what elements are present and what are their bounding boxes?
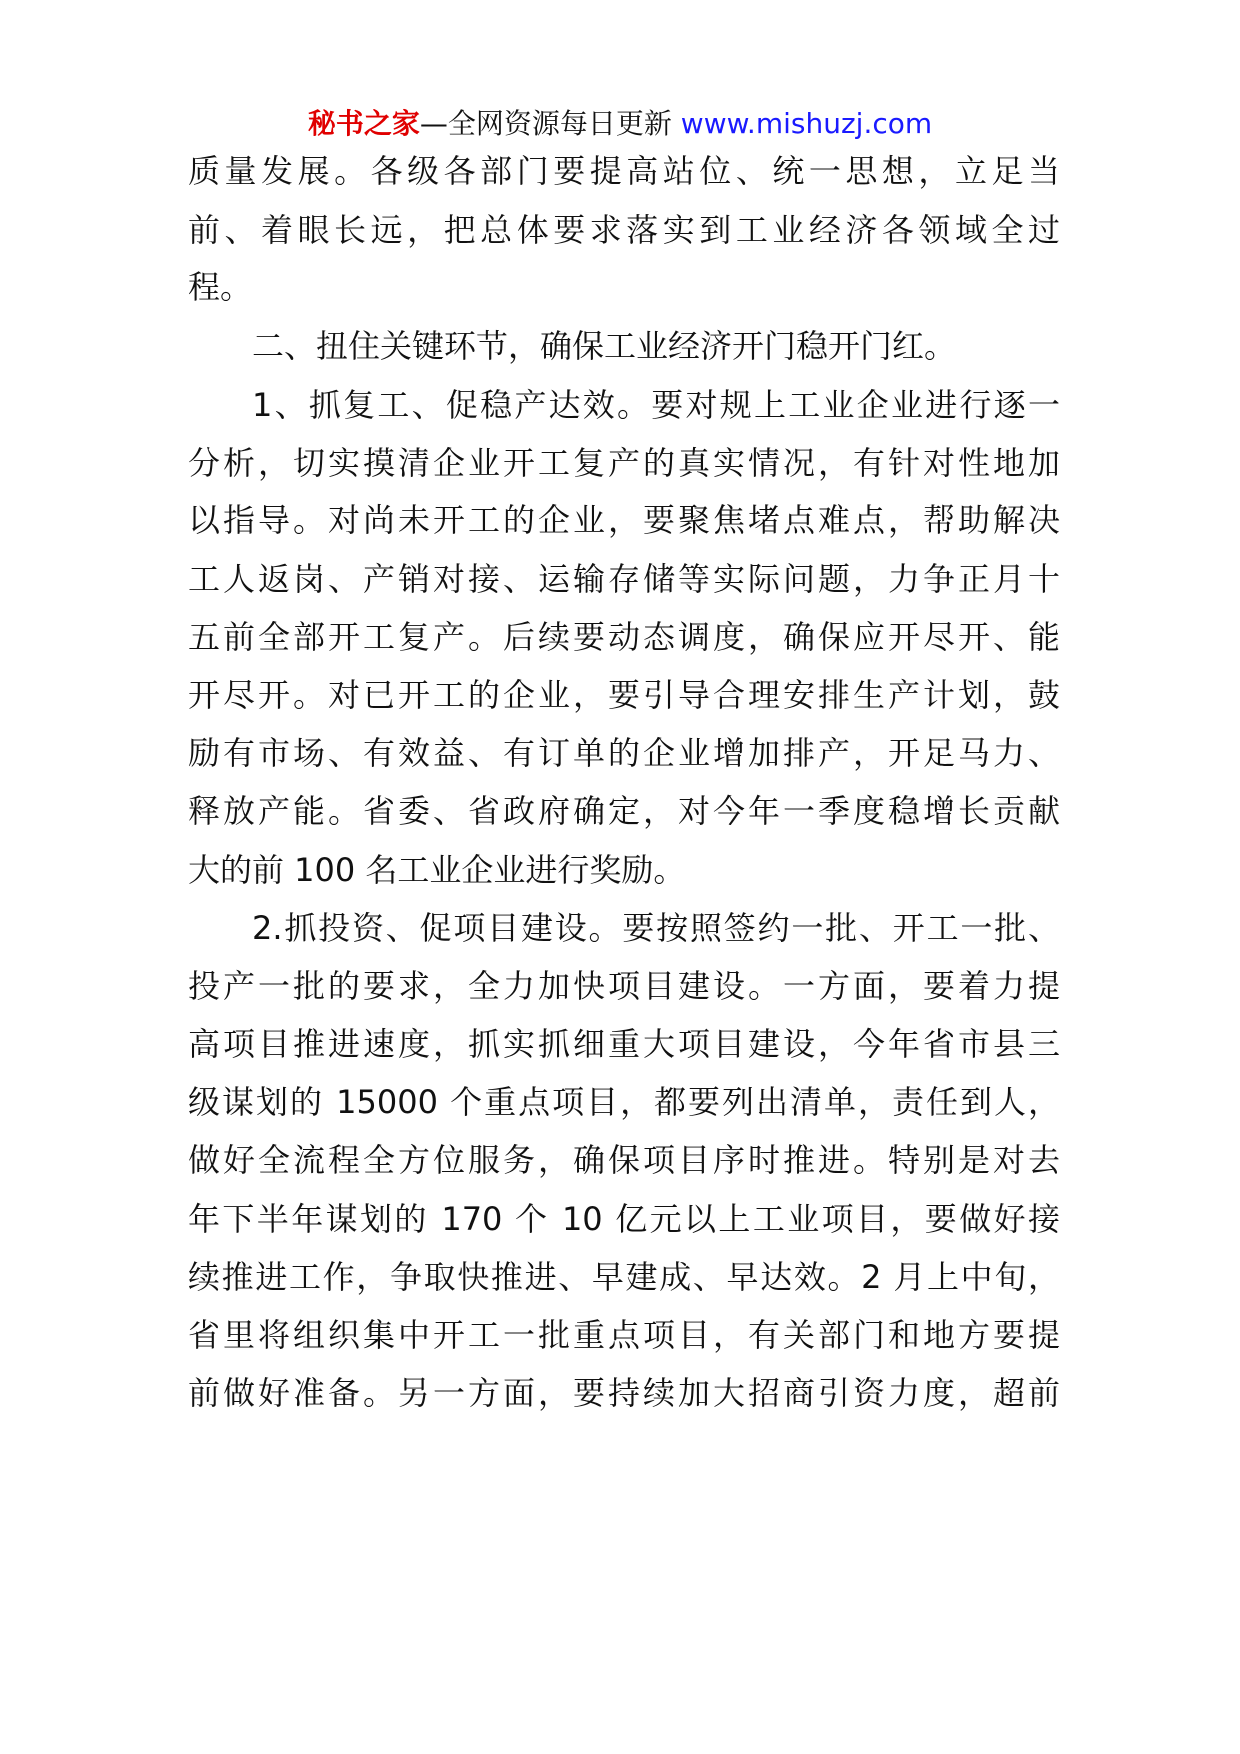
text-line: 级谋划的 15000 个重点项目，都要列出清单，责任到人， bbox=[188, 1083, 1060, 1121]
text-line: 前做好准备。另一方面，要持续加大招商引资力度，超前 bbox=[188, 1374, 1060, 1412]
text-line: 程。 bbox=[188, 268, 253, 306]
text-line: 投产一批的要求，全力加快项目建设。一方面，要着力提 bbox=[188, 967, 1060, 1005]
section-heading: 二、扭住关键环节，确保工业经济开门稳开门红。 bbox=[252, 327, 957, 365]
text-line: 1、抓复工、促稳产达效。要对规上工业企业进行逐一 bbox=[252, 386, 1060, 424]
text-line: 大的前 100 名工业企业进行奖励。 bbox=[188, 851, 686, 889]
text-line: 省里将组织集中开工一批重点项目，有关部门和地方要提 bbox=[188, 1316, 1060, 1354]
text-line: 工人返岗、产销对接、运输存储等实际问题，力争正月十 bbox=[188, 560, 1060, 598]
text-line: 2.抓投资、促项目建设。要按照签约一批、开工一批、 bbox=[252, 909, 1060, 947]
text-line: 质量发展。各级各部门要提高站位、统一思想，立足当 bbox=[188, 152, 1060, 190]
site-url-link[interactable]: www.mishuzj.com bbox=[680, 107, 933, 140]
text-line: 年下半年谋划的 170 个 10 亿元以上工业项目，要做好接 bbox=[188, 1200, 1060, 1238]
text-line: 开尽开。对已开工的企业，要引导合理安排生产计划，鼓 bbox=[188, 676, 1060, 714]
text-line: 续推进工作，争取快推进、早建成、早达效。2 月上中旬， bbox=[188, 1258, 1060, 1296]
brand-name: 秘书之家 bbox=[307, 107, 420, 140]
text-line: 以指导。对尚未开工的企业，要聚焦堵点难点，帮助解决 bbox=[188, 501, 1060, 539]
text-line: 做好全流程全方位服务，确保项目序时推进。特别是对去 bbox=[188, 1141, 1060, 1179]
text-line: 释放产能。省委、省政府确定，对今年一季度稳增长贡献 bbox=[188, 792, 1060, 830]
text-line: 励有市场、有效益、有订单的企业增加排产，开足马力、 bbox=[188, 734, 1060, 772]
text-line: 分析，切实摸清企业开工复产的真实情况，有针对性地加 bbox=[188, 444, 1060, 482]
text-line: 前、着眼长远，把总体要求落实到工业经济各领域全过 bbox=[188, 211, 1060, 249]
text-line: 高项目推进速度，抓实抓细重大项目建设，今年省市县三 bbox=[188, 1025, 1060, 1063]
text-line: 五前全部开工复产。后续要动态调度，确保应开尽开、能 bbox=[188, 618, 1060, 656]
site-header bbox=[0, 104, 1240, 144]
header-tagline: —全网资源每日更新 bbox=[419, 107, 672, 140]
